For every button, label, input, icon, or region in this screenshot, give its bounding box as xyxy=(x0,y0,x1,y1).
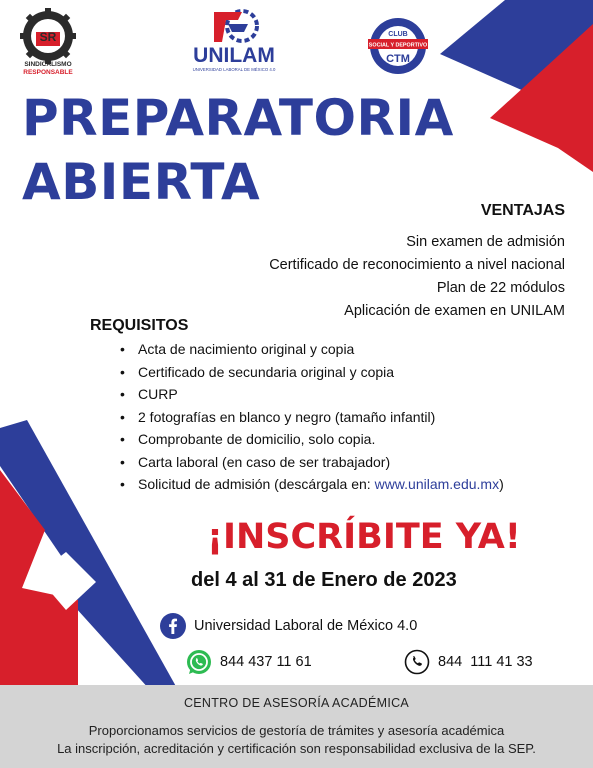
svg-text:UNIVERSIDAD LABORAL DE MÉXICO: UNIVERSIDAD LABORAL DE MÉXICO 4.0 xyxy=(192,67,276,72)
facebook-contact[interactable] xyxy=(160,612,417,640)
svg-text:SOCIAL Y DEPORTIVO: SOCIAL Y DEPORTIVO xyxy=(368,42,428,49)
requisitos-list xyxy=(120,338,504,496)
svg-text:CTM: CTM xyxy=(386,53,410,65)
requisitos-heading: REQUISITOS xyxy=(90,317,189,334)
requisito-item: • Comprobante de domicilio, solo copia. xyxy=(120,428,504,451)
footer-heading: CENTRO DE ASESORÍA ACADÉMICA xyxy=(183,696,410,710)
title-line-2: ABIERTA xyxy=(22,153,261,211)
requisito-item: • Acta de nacimiento original y copia xyxy=(120,338,504,361)
requisito-item: • Carta laboral (en caso de ser trabajador) xyxy=(120,451,504,474)
footer-line-1: Proporcionamos servicios de gestoría de trámites y asesoría académica xyxy=(88,723,505,738)
unilam-logo xyxy=(186,6,282,78)
enrollment-dates: del 4 al 31 de Enero de 2023 xyxy=(191,569,457,591)
footer-line-2: La inscripción, acreditación y certificación son responsabilidad exclusiva de la SEP. xyxy=(57,741,536,756)
ventajas-item: Certificado de reconocimiento a nivel nacional xyxy=(269,257,565,273)
svg-text:SINDICALISMO: SINDICALISMO xyxy=(24,61,72,68)
requisito-item: • 2 fotografías en blanco y negro (tamaño infantil) xyxy=(120,406,504,429)
phone-number: 844 111 41 33 xyxy=(438,654,533,670)
unilam-website-link[interactable]: www.unilam.edu.mx xyxy=(374,476,500,492)
svg-text:CLUB: CLUB xyxy=(388,31,408,38)
requisito-item: • CURP xyxy=(120,383,504,406)
ventajas-item: Sin examen de admisión xyxy=(406,234,565,250)
ventajas-list xyxy=(269,231,565,323)
facebook-icon xyxy=(160,613,186,639)
club-ctm-logo xyxy=(364,12,432,78)
ventajas-item: Aplicación de examen en UNILAM xyxy=(344,303,565,319)
whatsapp-number: 844 437 11 61 xyxy=(220,654,312,670)
phone-icon xyxy=(404,649,430,675)
ventajas-heading: VENTAJAS xyxy=(480,202,565,219)
sindicalismo-responsable-logo xyxy=(14,8,82,76)
whatsapp-icon xyxy=(186,649,212,675)
svg-text:RESPONSABLE: RESPONSABLE xyxy=(23,69,73,76)
inscribete-headline: ¡INSCRÍBITE YA! xyxy=(207,517,521,557)
phone-contact[interactable] xyxy=(404,648,533,676)
title-line-1: PREPARATORIA xyxy=(22,89,454,147)
svg-text:UNILAM: UNILAM xyxy=(193,44,275,67)
svg-text:SR: SR xyxy=(39,30,57,44)
footer xyxy=(0,685,593,768)
facebook-page-name: Universidad Laboral de México 4.0 xyxy=(194,618,418,634)
ventajas-item: Plan de 22 módulos xyxy=(436,280,565,296)
whatsapp-contact[interactable] xyxy=(186,648,312,676)
requisito-item: • Certificado de secundaria original y copia xyxy=(120,361,504,384)
requisito-item-solicitud: • Solicitud de admisión (descárgala en: www.unilam.edu.mx) xyxy=(120,473,504,496)
